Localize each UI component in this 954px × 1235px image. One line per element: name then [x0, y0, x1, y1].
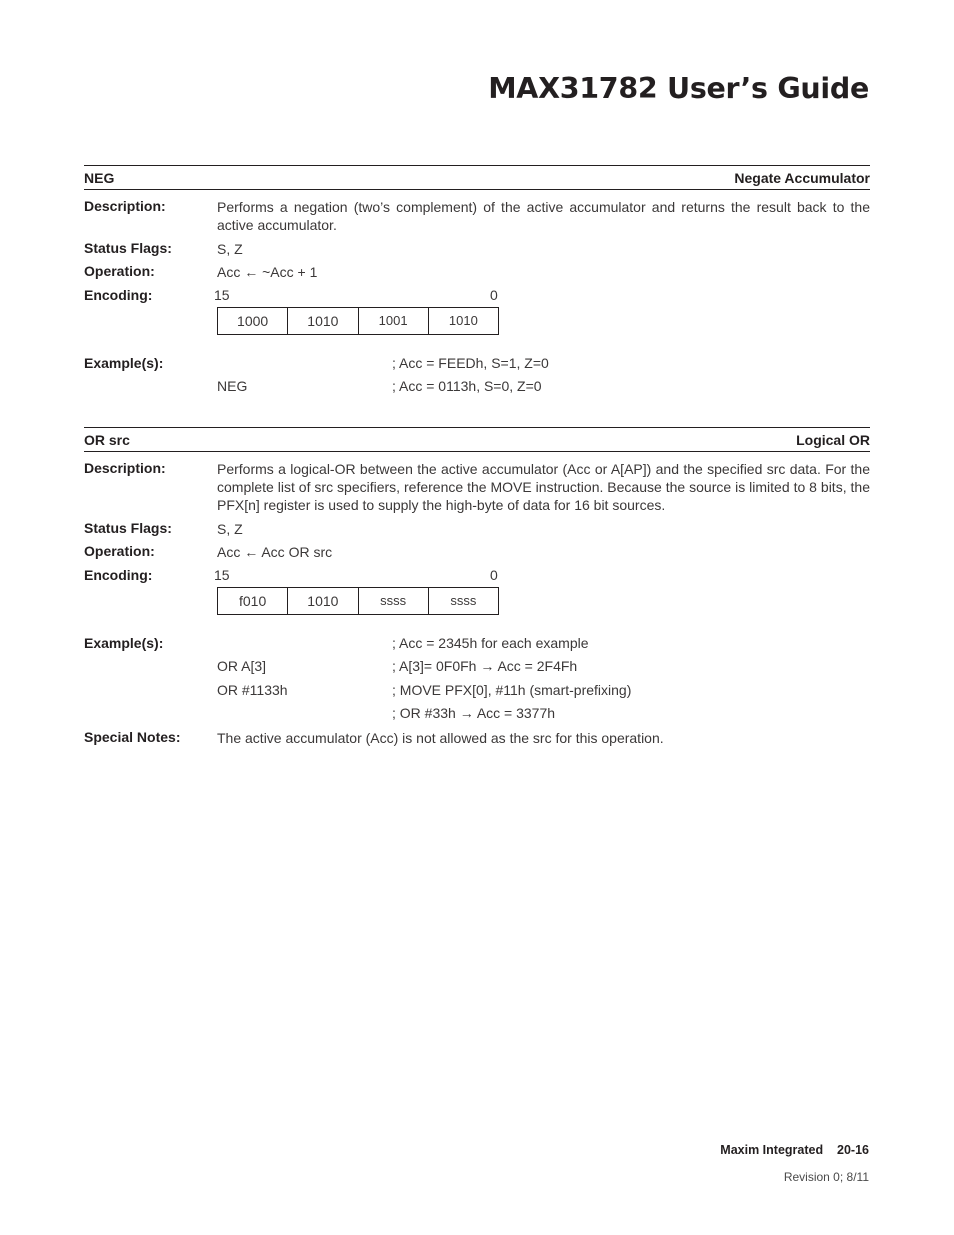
special-notes-label: Special Notes:	[84, 729, 181, 745]
instruction-mnemonic: NEG	[84, 170, 115, 186]
example-code: NEG	[217, 378, 248, 394]
example-code: OR #1133h	[217, 682, 288, 698]
example-comment: ; MOVE PFX[0], #11h (smart-prefixing)	[392, 682, 632, 698]
encoding-nibble: 1010	[448, 313, 478, 328]
instruction-name: Logical OR	[796, 432, 870, 448]
description-label: Description:	[84, 460, 166, 476]
footer-revision: Revision 0; 8/11	[783, 1170, 869, 1184]
example-comment: ; OR #33h → Acc = 3377h	[392, 705, 556, 721]
description-label: Description:	[84, 198, 166, 214]
encoding-nibble: f010	[218, 588, 288, 614]
encoding-boxes	[217, 587, 499, 615]
operation-value: Acc ← ~Acc + 1	[217, 264, 318, 280]
instruction-mnemonic: OR src	[84, 432, 130, 448]
encoding-nibble: 1010	[288, 588, 358, 614]
status-flags-value: S, Z	[217, 241, 243, 257]
encoding-nibble: 1000	[218, 308, 288, 334]
instruction-section-or	[84, 427, 870, 746]
example-code: OR A[3]	[217, 658, 267, 674]
description-text: Performs a logical-OR between the active accumulator (Acc or A[AP]) and the specified src data. For the complete list of src specifiers, reference the MOVE instruction. Because the source is limited to 8 bits, the PFX[n] register is used to supply the high-byte of data for 16 bit sources.	[217, 461, 870, 513]
special-notes-text: The active accumulator (Acc) is not allowed as the src for this operation.	[217, 730, 664, 746]
encoding-nibble: ssss	[359, 588, 429, 614]
bit-low-number: 0	[490, 287, 498, 303]
status-flags-value: S, Z	[217, 521, 243, 537]
encoding-nibble: 1010	[288, 308, 358, 334]
document-title: MAX31782 User’s Guide	[488, 72, 869, 105]
example-comment: ; Acc = FEEDh, S=1, Z=0	[392, 355, 549, 371]
footer-company: Maxim Integrated	[720, 1143, 824, 1157]
example-comment: ; A[3]= 0F0Fh → Acc = 2F4Fh	[392, 658, 578, 674]
operation-label: Operation:	[84, 263, 155, 279]
bit-high-number: 15	[214, 287, 230, 303]
operation-label: Operation:	[84, 543, 155, 559]
operation-value: Acc ← Acc OR src	[217, 544, 333, 560]
examples-label: Example(s):	[84, 355, 164, 371]
section-header	[84, 165, 870, 190]
instruction-name: Negate Accumulator	[734, 170, 870, 186]
footer-company-page	[720, 1143, 869, 1157]
encoding-boxes	[217, 307, 499, 335]
status-flags-label: Status Flags:	[84, 520, 172, 536]
example-comment: ; Acc = 2345h for each example	[392, 635, 589, 651]
description-text: Performs a negation (two’s complement) of the active accumulator and returns the result back to the active accumulator.	[217, 199, 870, 233]
example-comment: ; Acc = 0113h, S=0, Z=0	[392, 378, 542, 394]
instruction-section-neg	[84, 165, 870, 394]
status-flags-label: Status Flags:	[84, 240, 172, 256]
bit-low-number: 0	[490, 567, 498, 583]
encoding-label: Encoding:	[84, 567, 153, 583]
encoding-nibble: ssss	[450, 593, 477, 608]
footer-page-number: 20-16	[837, 1143, 869, 1157]
examples-label: Example(s):	[84, 635, 164, 651]
section-header	[84, 427, 870, 452]
bit-high-number: 15	[214, 567, 230, 583]
encoding-label: Encoding:	[84, 287, 153, 303]
encoding-nibble: 1001	[359, 308, 429, 334]
